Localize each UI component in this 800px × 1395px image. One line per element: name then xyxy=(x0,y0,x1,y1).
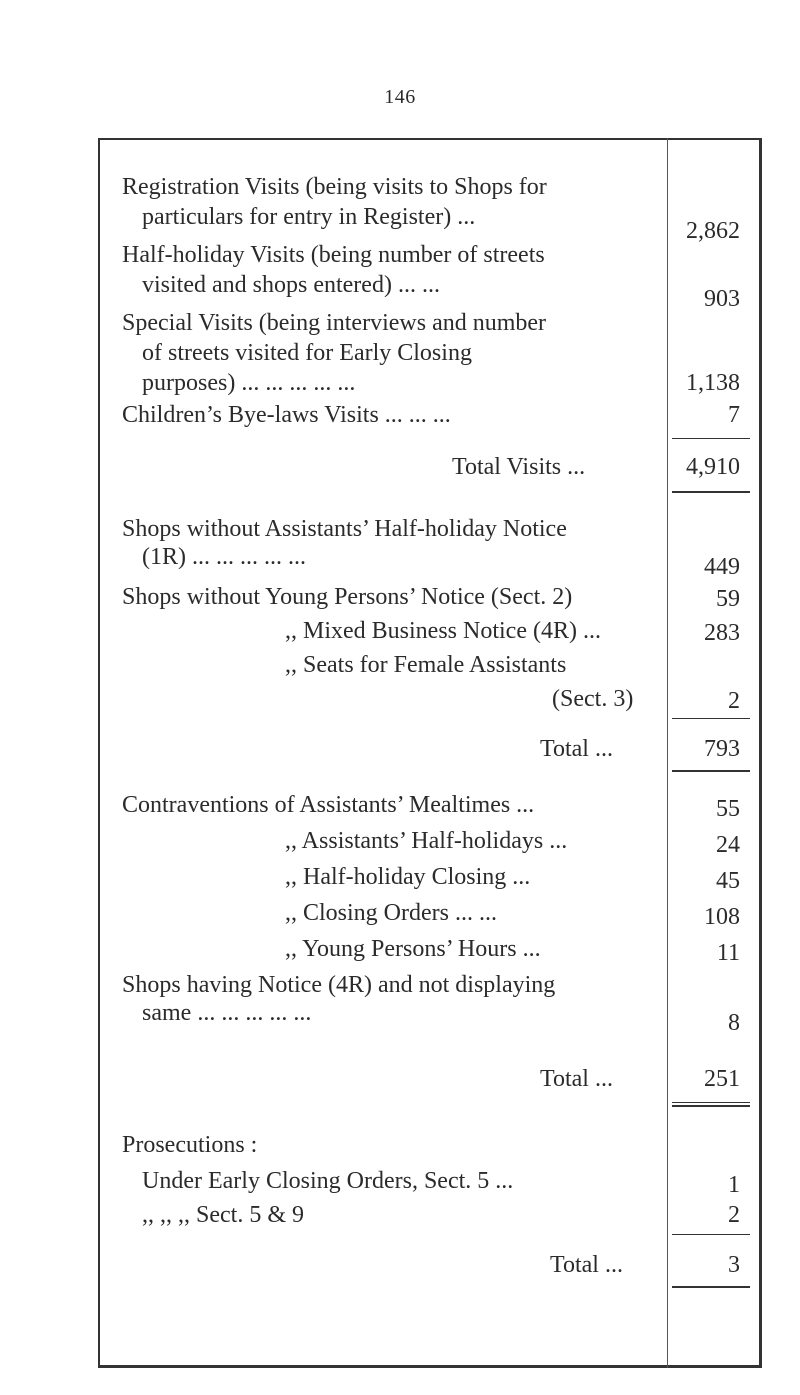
row-label-line: Shops without Assistants’ Half-holiday Notice xyxy=(122,516,567,542)
total-label: Total ... xyxy=(550,1252,623,1278)
row-value: 55 xyxy=(716,796,740,822)
row-label-line: particulars for entry in Register) ... xyxy=(142,204,476,230)
row-value: 2 xyxy=(728,1202,740,1228)
row-value: 449 xyxy=(704,554,740,580)
total-label: Total Visits ... xyxy=(452,454,586,480)
row-label-line: Contraventions of Assistants’ Mealtimes ... xyxy=(122,792,535,818)
row-label-line: of streets visited for Early Closing xyxy=(142,340,472,366)
row-value: 2 xyxy=(728,688,740,714)
total-value: 3 xyxy=(728,1252,740,1278)
total-value: 4,910 xyxy=(686,454,740,480)
row-label-line: Half-holiday Visits (being number of streets xyxy=(122,242,545,268)
total-rule xyxy=(672,491,750,493)
total-rule xyxy=(672,770,750,772)
row-value: 283 xyxy=(704,620,740,646)
row-value: 108 xyxy=(704,904,740,930)
row-label-line: ,, Young Persons’ Hours ... xyxy=(285,936,541,962)
section-heading: Prosecutions : xyxy=(122,1132,258,1158)
subtotal-rule xyxy=(672,1234,750,1235)
row-label-line: Registration Visits (being visits to Shops for xyxy=(122,174,547,200)
row-label-line: Shops having Notice (4R) and not displaying xyxy=(122,972,556,998)
total-value: 251 xyxy=(704,1066,740,1092)
row-value: 24 xyxy=(716,832,740,858)
row-value: 11 xyxy=(716,940,740,966)
row-label-line: Children’s Bye-laws Visits ... ... ... xyxy=(122,402,451,428)
row-value: 1,138 xyxy=(686,370,740,396)
row-label-line: visited and shops entered) ... ... xyxy=(142,272,440,298)
row-label-line: (1R) ... ... ... ... ... xyxy=(142,544,306,570)
row-value: 903 xyxy=(704,286,740,312)
row-value: 59 xyxy=(716,586,740,612)
total-rule-double xyxy=(672,1105,750,1107)
row-label-line: ,, Half-holiday Closing ... xyxy=(285,864,531,890)
row-label-line: ,, Assistants’ Half-holidays ... xyxy=(285,828,568,854)
page-number: 146 xyxy=(384,86,416,108)
row-value: 2,862 xyxy=(686,218,740,244)
total-label: Total ... xyxy=(540,736,613,762)
total-rule xyxy=(672,1102,750,1103)
total-value: 793 xyxy=(704,736,740,762)
row-label-line: Under Early Closing Orders, Sect. 5 ... xyxy=(142,1168,514,1194)
row-label-line: purposes) ... ... ... ... ... xyxy=(142,370,356,396)
row-label-line: Special Visits (being interviews and number xyxy=(122,310,547,336)
row-value: 8 xyxy=(728,1010,740,1036)
row-label-line: Shops without Young Persons’ Notice (Sect. 2) xyxy=(122,584,573,610)
row-value: 45 xyxy=(716,868,740,894)
row-label-line: ,, ,, ,, Sect. 5 & 9 xyxy=(142,1202,304,1228)
total-rule xyxy=(672,1286,750,1288)
subtotal-rule xyxy=(672,438,750,439)
row-label-line: same ... ... ... ... ... xyxy=(142,1000,312,1026)
row-value: 1 xyxy=(728,1172,740,1198)
row-value: 7 xyxy=(728,402,740,428)
row-label-line: ,, Seats for Female Assistants xyxy=(285,652,567,678)
subtotal-rule xyxy=(672,718,750,719)
row-label-line: ,, Mixed Business Notice (4R) ... xyxy=(285,618,601,644)
row-label-line: (Sect. 3) xyxy=(552,686,634,712)
total-label: Total ... xyxy=(540,1066,613,1092)
row-label-line: ,, Closing Orders ... ... xyxy=(285,900,497,926)
